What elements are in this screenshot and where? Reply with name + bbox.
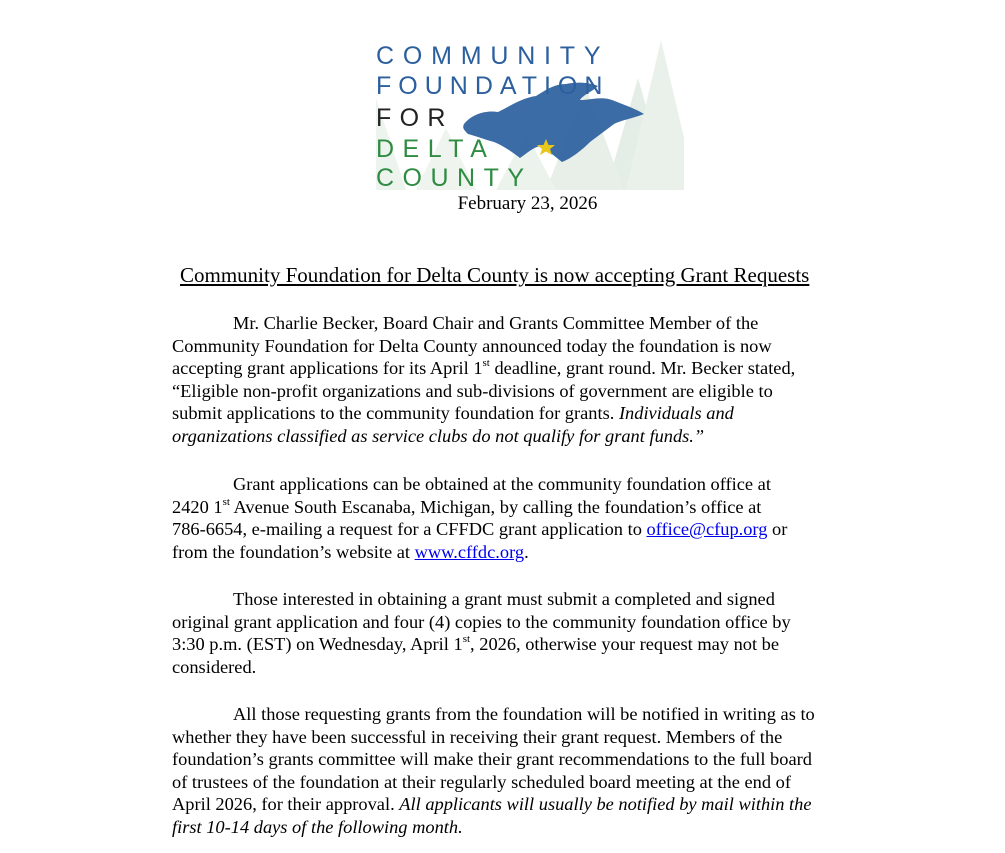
text-line: accepting grant applications for its April 1st deadline, grant round. Mr. Becker stated, bbox=[172, 357, 796, 378]
logo-text-community: COMMUNITY bbox=[376, 42, 610, 70]
text-line: 2420 1st Avenue South Escanaba, Michigan, by calling the foundation’s office at bbox=[172, 495, 762, 517]
paragraph-how-to-obtain bbox=[172, 473, 892, 563]
text-line: original grant application and four (4) copies to the community foundation office by bbox=[172, 611, 791, 632]
logo-text-delta: DELTA bbox=[376, 135, 496, 163]
document-date: February 23, 2026 bbox=[457, 193, 598, 214]
text-line: Community Foundation for Delta County announced today the foundation is now bbox=[172, 335, 772, 356]
logo-text-for: FOR bbox=[376, 104, 454, 132]
text-line: 786-6654, e-mailing a request for a CFFDC grant application to office@cfup.org or bbox=[172, 519, 788, 539]
text-line: of trustees of the foundation at their regularly scheduled board meeting at the end of bbox=[172, 771, 791, 792]
text-line: April 2026, for their approval. All applicants will usually be notified by mail within the bbox=[172, 794, 812, 814]
text-line: All those requesting grants from the foundation will be notified in writing as to bbox=[233, 704, 815, 724]
paragraph-notification bbox=[172, 703, 892, 838]
email-link[interactable]: office@cfup.org bbox=[646, 519, 768, 539]
text-line: considered. bbox=[172, 656, 257, 677]
paragraph-announcement bbox=[172, 312, 892, 447]
foundation-logo bbox=[376, 38, 684, 190]
text-line: Grant applications can be obtained at the community foundation office at bbox=[233, 474, 771, 494]
text-line: foundation’s grants committee will make their grant recommendations to the full board bbox=[172, 749, 812, 769]
text-line: 3:30 p.m. (EST) on Wednesday, April 1st, 2026, otherwise your request may not be bbox=[172, 633, 780, 654]
text-line: from the foundation’s website at www.cffdc.org. bbox=[172, 541, 529, 562]
text-line: Mr. Charlie Becker, Board Chair and Grants Committee Member of the bbox=[233, 313, 759, 333]
logo-text-county: COUNTY bbox=[376, 164, 533, 192]
text-line: “Eligible non-profit organizations and sub-divisions of government are eligible to bbox=[172, 380, 773, 401]
text-line: Those interested in obtaining a grant must submit a completed and signed bbox=[233, 589, 775, 609]
logo-text-foundation: FOUNDATION bbox=[376, 72, 610, 100]
text-line: whether they have been successful in receiving their grant request. Members of the bbox=[172, 726, 783, 747]
text-line: first 10-14 days of the following month. bbox=[172, 816, 463, 837]
text-line: organizations classified as service clubs do not qualify for grant funds.” bbox=[172, 425, 705, 446]
headline: Community Foundation for Delta County is now accepting Grant Requests bbox=[180, 263, 810, 287]
text-line: submit applications to the community foundation for grants. Individuals and bbox=[172, 403, 734, 423]
website-link[interactable]: www.cffdc.org bbox=[414, 541, 525, 562]
paragraph-submission-deadline bbox=[172, 588, 892, 678]
